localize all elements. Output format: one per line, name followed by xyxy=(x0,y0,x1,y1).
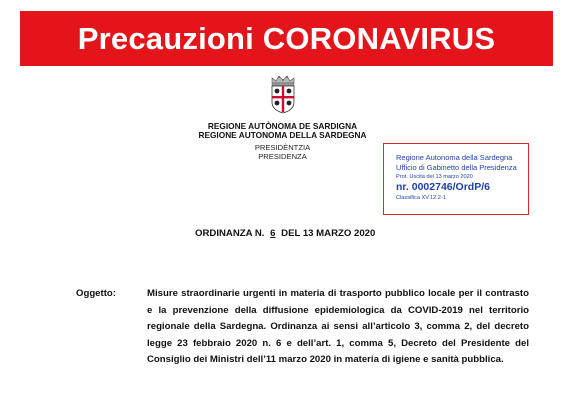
protocol-stamp xyxy=(383,143,529,215)
protocol-number: nr. 0002746/OrdP/6 xyxy=(396,181,490,193)
region-name-sardinian: REGIONE AUTÒNOMA DE SARDIGNA xyxy=(207,121,358,131)
protocol-classification: Classifica XV.12.2-1 xyxy=(396,195,446,201)
title-banner xyxy=(20,11,553,66)
protocol-office: Regione Autonoma della Sardegna xyxy=(396,153,513,162)
ordinance-number: 6 xyxy=(270,228,276,239)
ordinance-date: DEL 13 MARZO 2020 xyxy=(281,228,376,239)
ordinance-title xyxy=(195,228,375,239)
ordinance-prefix: ORDINANZA N. xyxy=(195,228,265,239)
protocol-department: Ufficio di Gabinetto della Presidenza xyxy=(396,163,517,172)
banner-title: Precauzioni CORONAVIRUS xyxy=(77,20,496,56)
subject-text: Misure straordinarie urgenti in materia di trasporto pubblico locale per il contrasto e la prevenzione della diffusione epidemiologica da COVID-2019 nel territorio regionale della Sardegna. Ordinanza ai sensi all’articolo 3, comma 2, del decreto legge 23 febbraio 2020 n. 6 e dell’art. 1, comma 5, Decreto del Presidente del Consiglio dei Ministri dell’11 marzo 2020 in materia di igiene e sanità pubblica. xyxy=(147,288,529,366)
protocol-date: Prot. Uscita del 13 marzo 2020 xyxy=(396,174,473,180)
presidency-sardinian: PRESIDÈNTZIA xyxy=(254,143,311,152)
presidency-italian: PRESIDENZA xyxy=(258,152,307,161)
sardinia-coat-of-arms-icon xyxy=(266,74,300,114)
subject-label: Oggetto: xyxy=(76,288,116,299)
region-name-italian: REGIONE AUTONOMA DELLA SARDEGNA xyxy=(198,130,367,140)
